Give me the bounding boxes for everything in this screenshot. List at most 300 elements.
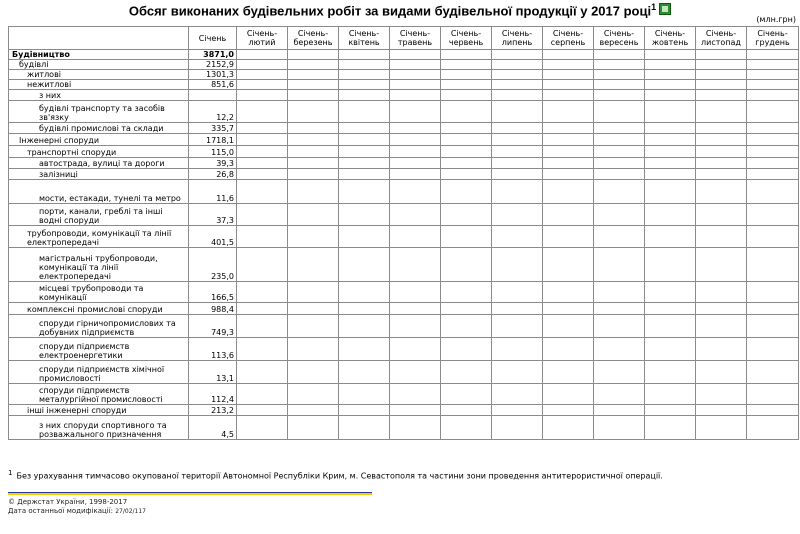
empty-cell: [594, 101, 645, 123]
column-header: Січень-вересень: [594, 27, 645, 50]
empty-cell: [339, 204, 390, 226]
empty-cell: [645, 248, 696, 282]
empty-cell: [543, 169, 594, 180]
table-row: [9, 361, 799, 384]
empty-cell: [747, 123, 799, 134]
empty-cell: [645, 146, 696, 158]
empty-cell: [237, 80, 288, 90]
empty-cell: [492, 315, 543, 338]
empty-cell: [237, 226, 288, 248]
footer-divider: [8, 492, 372, 495]
empty-cell: [339, 146, 390, 158]
table-row: [9, 101, 799, 123]
row-value: 112,4: [189, 384, 237, 405]
empty-cell: [696, 226, 747, 248]
empty-cell: [339, 303, 390, 315]
empty-cell: [747, 315, 799, 338]
empty-cell: [747, 80, 799, 90]
empty-cell: [696, 169, 747, 180]
table-row: [9, 338, 799, 361]
empty-cell: [237, 282, 288, 303]
empty-cell: [237, 405, 288, 416]
title-text: Обсяг виконаних будівельних робіт за видами будівельної продукції у 2017 році: [128, 3, 652, 19]
row-value: 12,2: [189, 101, 237, 123]
modified-label: Дата останньої модифікації:: [8, 507, 113, 515]
empty-cell: [237, 384, 288, 405]
empty-cell: [288, 282, 339, 303]
row-label: комплексні промислові споруди: [9, 303, 189, 315]
empty-cell: [441, 169, 492, 180]
empty-cell: [441, 60, 492, 70]
empty-cell: [645, 169, 696, 180]
row-value: 4,5: [189, 416, 237, 440]
empty-cell: [339, 416, 390, 440]
empty-cell: [747, 50, 799, 60]
empty-cell: [594, 70, 645, 80]
empty-cell: [645, 303, 696, 315]
empty-cell: [288, 101, 339, 123]
empty-cell: [288, 315, 339, 338]
empty-cell: [645, 158, 696, 169]
row-label: Будівництво: [9, 50, 189, 60]
page-title: [0, 2, 800, 18]
row-label: споруди підприємств хімічної промисловості: [9, 361, 189, 384]
empty-cell: [441, 282, 492, 303]
empty-cell: [492, 60, 543, 70]
empty-cell: [492, 146, 543, 158]
empty-cell: [696, 282, 747, 303]
footnote: [8, 469, 663, 481]
empty-cell: [492, 384, 543, 405]
table-row: [9, 50, 799, 60]
empty-cell: [645, 405, 696, 416]
empty-cell: [747, 180, 799, 204]
empty-cell: [492, 361, 543, 384]
empty-cell: [441, 123, 492, 134]
empty-cell: [594, 146, 645, 158]
empty-cell: [339, 70, 390, 80]
empty-cell: [288, 134, 339, 146]
empty-cell: [696, 204, 747, 226]
empty-cell: [237, 50, 288, 60]
empty-cell: [645, 101, 696, 123]
empty-cell: [696, 405, 747, 416]
empty-cell: [594, 60, 645, 70]
empty-cell: [237, 416, 288, 440]
empty-cell: [645, 90, 696, 101]
row-label: інші інженерні споруди: [9, 405, 189, 416]
empty-cell: [390, 204, 441, 226]
empty-cell: [339, 134, 390, 146]
empty-cell: [594, 226, 645, 248]
empty-cell: [288, 70, 339, 80]
table-row: [9, 134, 799, 146]
excel-icon[interactable]: [659, 3, 671, 15]
empty-cell: [237, 146, 288, 158]
empty-cell: [492, 405, 543, 416]
empty-cell: [696, 384, 747, 405]
empty-cell: [237, 60, 288, 70]
row-value: 11,6: [189, 180, 237, 204]
empty-cell: [288, 169, 339, 180]
empty-cell: [492, 134, 543, 146]
empty-cell: [645, 361, 696, 384]
empty-cell: [288, 146, 339, 158]
empty-cell: [492, 338, 543, 361]
empty-cell: [696, 60, 747, 70]
empty-cell: [543, 134, 594, 146]
empty-cell: [288, 123, 339, 134]
empty-cell: [594, 169, 645, 180]
empty-cell: [645, 338, 696, 361]
row-label: житлові: [9, 70, 189, 80]
row-value: 115,0: [189, 146, 237, 158]
empty-cell: [237, 204, 288, 226]
empty-cell: [441, 315, 492, 338]
empty-cell: [390, 80, 441, 90]
empty-cell: [288, 226, 339, 248]
empty-cell: [288, 204, 339, 226]
empty-cell: [543, 90, 594, 101]
empty-cell: [339, 158, 390, 169]
empty-cell: [747, 90, 799, 101]
empty-cell: [237, 338, 288, 361]
empty-cell: [441, 70, 492, 80]
empty-cell: [645, 134, 696, 146]
empty-cell: [747, 338, 799, 361]
empty-cell: [288, 338, 339, 361]
empty-cell: [543, 405, 594, 416]
empty-cell: [237, 134, 288, 146]
table-row: [9, 146, 799, 158]
empty-cell: [339, 50, 390, 60]
row-value: [189, 90, 237, 101]
table-row: [9, 248, 799, 282]
row-value: 3871,0: [189, 50, 237, 60]
row-value: 213,2: [189, 405, 237, 416]
empty-cell: [696, 50, 747, 60]
empty-cell: [645, 416, 696, 440]
empty-cell: [696, 70, 747, 80]
empty-cell: [441, 158, 492, 169]
empty-cell: [288, 361, 339, 384]
table-row: [9, 384, 799, 405]
empty-cell: [543, 146, 594, 158]
table-row: [9, 70, 799, 80]
empty-cell: [747, 204, 799, 226]
row-label: транспортні споруди: [9, 146, 189, 158]
empty-cell: [492, 90, 543, 101]
table-row: [9, 282, 799, 303]
column-header: Січень-листопад: [696, 27, 747, 50]
empty-cell: [390, 169, 441, 180]
empty-cell: [594, 405, 645, 416]
table-row: [9, 123, 799, 134]
table-row: [9, 90, 799, 101]
empty-cell: [645, 60, 696, 70]
empty-cell: [594, 248, 645, 282]
row-label: нежитлові: [9, 80, 189, 90]
table-row: [9, 303, 799, 315]
empty-cell: [390, 226, 441, 248]
empty-cell: [441, 416, 492, 440]
empty-cell: [237, 248, 288, 282]
empty-cell: [492, 416, 543, 440]
empty-cell: [390, 60, 441, 70]
empty-cell: [645, 204, 696, 226]
table-row: [9, 158, 799, 169]
empty-cell: [696, 80, 747, 90]
row-value: 235,0: [189, 248, 237, 282]
modified-date: [8, 507, 146, 515]
row-label: трубопроводи, комунікації та лінії електропередачі: [9, 226, 189, 248]
empty-cell: [288, 158, 339, 169]
empty-cell: [441, 248, 492, 282]
empty-cell: [543, 60, 594, 70]
column-header: Січень-квітень: [339, 27, 390, 50]
empty-cell: [288, 303, 339, 315]
empty-cell: [696, 158, 747, 169]
empty-cell: [390, 70, 441, 80]
empty-cell: [237, 180, 288, 204]
empty-cell: [543, 80, 594, 90]
empty-cell: [288, 50, 339, 60]
empty-cell: [594, 361, 645, 384]
empty-cell: [441, 90, 492, 101]
empty-cell: [339, 60, 390, 70]
empty-cell: [594, 180, 645, 204]
empty-cell: [237, 101, 288, 123]
empty-cell: [594, 282, 645, 303]
empty-cell: [645, 123, 696, 134]
empty-cell: [747, 416, 799, 440]
empty-cell: [441, 80, 492, 90]
empty-cell: [288, 60, 339, 70]
table-row: [9, 416, 799, 440]
empty-cell: [543, 315, 594, 338]
empty-cell: [441, 204, 492, 226]
row-value: 166,5: [189, 282, 237, 303]
empty-cell: [492, 70, 543, 80]
table-row: [9, 315, 799, 338]
empty-cell: [492, 50, 543, 60]
empty-cell: [696, 101, 747, 123]
empty-cell: [288, 416, 339, 440]
empty-cell: [339, 169, 390, 180]
empty-cell: [288, 80, 339, 90]
row-value: 13,1: [189, 361, 237, 384]
empty-cell: [390, 180, 441, 204]
empty-cell: [390, 248, 441, 282]
empty-cell: [543, 303, 594, 315]
empty-cell: [492, 180, 543, 204]
empty-cell: [288, 90, 339, 101]
empty-cell: [594, 303, 645, 315]
empty-cell: [339, 123, 390, 134]
empty-cell: [543, 70, 594, 80]
title-footnote-mark[interactable]: 1: [651, 2, 657, 12]
column-header: Січень-травень: [390, 27, 441, 50]
empty-cell: [390, 90, 441, 101]
empty-cell: [747, 248, 799, 282]
empty-cell: [543, 158, 594, 169]
row-label: споруди гірничопромислових та добувних підприємств: [9, 315, 189, 338]
empty-cell: [543, 248, 594, 282]
empty-cell: [390, 361, 441, 384]
empty-cell: [594, 50, 645, 60]
empty-cell: [543, 123, 594, 134]
empty-cell: [645, 180, 696, 204]
empty-cell: [441, 338, 492, 361]
empty-cell: [594, 158, 645, 169]
row-value: 26,8: [189, 169, 237, 180]
empty-cell: [645, 282, 696, 303]
empty-cell: [645, 80, 696, 90]
empty-cell: [390, 416, 441, 440]
empty-cell: [339, 384, 390, 405]
empty-cell: [441, 303, 492, 315]
empty-cell: [237, 70, 288, 80]
empty-cell: [390, 384, 441, 405]
empty-cell: [696, 361, 747, 384]
empty-cell: [441, 226, 492, 248]
empty-cell: [543, 226, 594, 248]
empty-cell: [696, 338, 747, 361]
empty-cell: [339, 405, 390, 416]
empty-cell: [543, 361, 594, 384]
empty-cell: [645, 384, 696, 405]
modified-value: 27/02/117: [115, 508, 146, 515]
empty-cell: [492, 101, 543, 123]
header-row: [9, 27, 799, 50]
column-header: Січень: [189, 27, 237, 50]
empty-cell: [288, 405, 339, 416]
column-header: Січень-червень: [441, 27, 492, 50]
empty-cell: [696, 123, 747, 134]
empty-cell: [747, 303, 799, 315]
copyright: © Держстат України, 1998-2017: [8, 498, 128, 506]
empty-cell: [594, 80, 645, 90]
empty-cell: [237, 158, 288, 169]
empty-cell: [492, 204, 543, 226]
table-row: [9, 169, 799, 180]
row-value: 2152,9: [189, 60, 237, 70]
row-value: 335,7: [189, 123, 237, 134]
row-value: 401,5: [189, 226, 237, 248]
empty-cell: [339, 361, 390, 384]
empty-cell: [237, 303, 288, 315]
table-row: [9, 405, 799, 416]
row-label: місцеві трубопроводи та комунікації: [9, 282, 189, 303]
empty-cell: [696, 303, 747, 315]
empty-cell: [543, 204, 594, 226]
column-header: Січень-серпень: [543, 27, 594, 50]
table-row: [9, 226, 799, 248]
empty-cell: [441, 405, 492, 416]
empty-cell: [339, 226, 390, 248]
empty-cell: [390, 146, 441, 158]
empty-cell: [390, 405, 441, 416]
empty-cell: [696, 180, 747, 204]
empty-cell: [594, 315, 645, 338]
row-value: 1301,3: [189, 70, 237, 80]
empty-cell: [441, 361, 492, 384]
row-label: будівлі промислові та склади: [9, 123, 189, 134]
empty-cell: [645, 315, 696, 338]
empty-cell: [594, 416, 645, 440]
empty-cell: [492, 226, 543, 248]
empty-cell: [339, 101, 390, 123]
row-label: будівлі: [9, 60, 189, 70]
empty-cell: [747, 158, 799, 169]
row-value: 749,3: [189, 315, 237, 338]
row-label: автострада, вулиці та дороги: [9, 158, 189, 169]
column-header: Січень-липень: [492, 27, 543, 50]
table-row: [9, 80, 799, 90]
row-label: мости, естакади, тунелі та метро: [9, 180, 189, 204]
empty-cell: [390, 282, 441, 303]
unit-label: (млн.грн): [756, 15, 796, 24]
empty-cell: [594, 134, 645, 146]
empty-cell: [492, 80, 543, 90]
header-corner: [9, 27, 189, 50]
empty-cell: [747, 169, 799, 180]
empty-cell: [747, 146, 799, 158]
empty-cell: [747, 226, 799, 248]
empty-cell: [237, 361, 288, 384]
empty-cell: [288, 384, 339, 405]
row-label: з них споруди спортивного та розважального призначення: [9, 416, 189, 440]
empty-cell: [441, 384, 492, 405]
empty-cell: [237, 90, 288, 101]
empty-cell: [594, 123, 645, 134]
data-table: [8, 26, 799, 440]
empty-cell: [594, 384, 645, 405]
empty-cell: [492, 282, 543, 303]
column-header: Січень-грудень: [747, 27, 799, 50]
empty-cell: [543, 50, 594, 60]
empty-cell: [237, 169, 288, 180]
empty-cell: [441, 180, 492, 204]
empty-cell: [441, 134, 492, 146]
row-label: залізниці: [9, 169, 189, 180]
row-label: порти, канали, греблі та інші водні споруди: [9, 204, 189, 226]
empty-cell: [696, 315, 747, 338]
table-row: [9, 204, 799, 226]
empty-cell: [696, 248, 747, 282]
empty-cell: [696, 146, 747, 158]
empty-cell: [492, 123, 543, 134]
footnote-text: Без урахування тимчасово окупованої території Автономної Республіки Крим, м. Севастополя та частини зони проведення антитерористичної операції.: [16, 471, 663, 481]
empty-cell: [339, 80, 390, 90]
empty-cell: [492, 303, 543, 315]
empty-cell: [339, 315, 390, 338]
empty-cell: [747, 134, 799, 146]
empty-cell: [747, 384, 799, 405]
row-value: 113,6: [189, 338, 237, 361]
empty-cell: [390, 158, 441, 169]
row-value: 37,3: [189, 204, 237, 226]
empty-cell: [492, 248, 543, 282]
empty-cell: [747, 60, 799, 70]
empty-cell: [339, 248, 390, 282]
column-header: Січень-жовтень: [645, 27, 696, 50]
row-label: споруди підприємств електроенергетики: [9, 338, 189, 361]
empty-cell: [747, 70, 799, 80]
table-row: [9, 60, 799, 70]
empty-cell: [696, 416, 747, 440]
empty-cell: [441, 101, 492, 123]
